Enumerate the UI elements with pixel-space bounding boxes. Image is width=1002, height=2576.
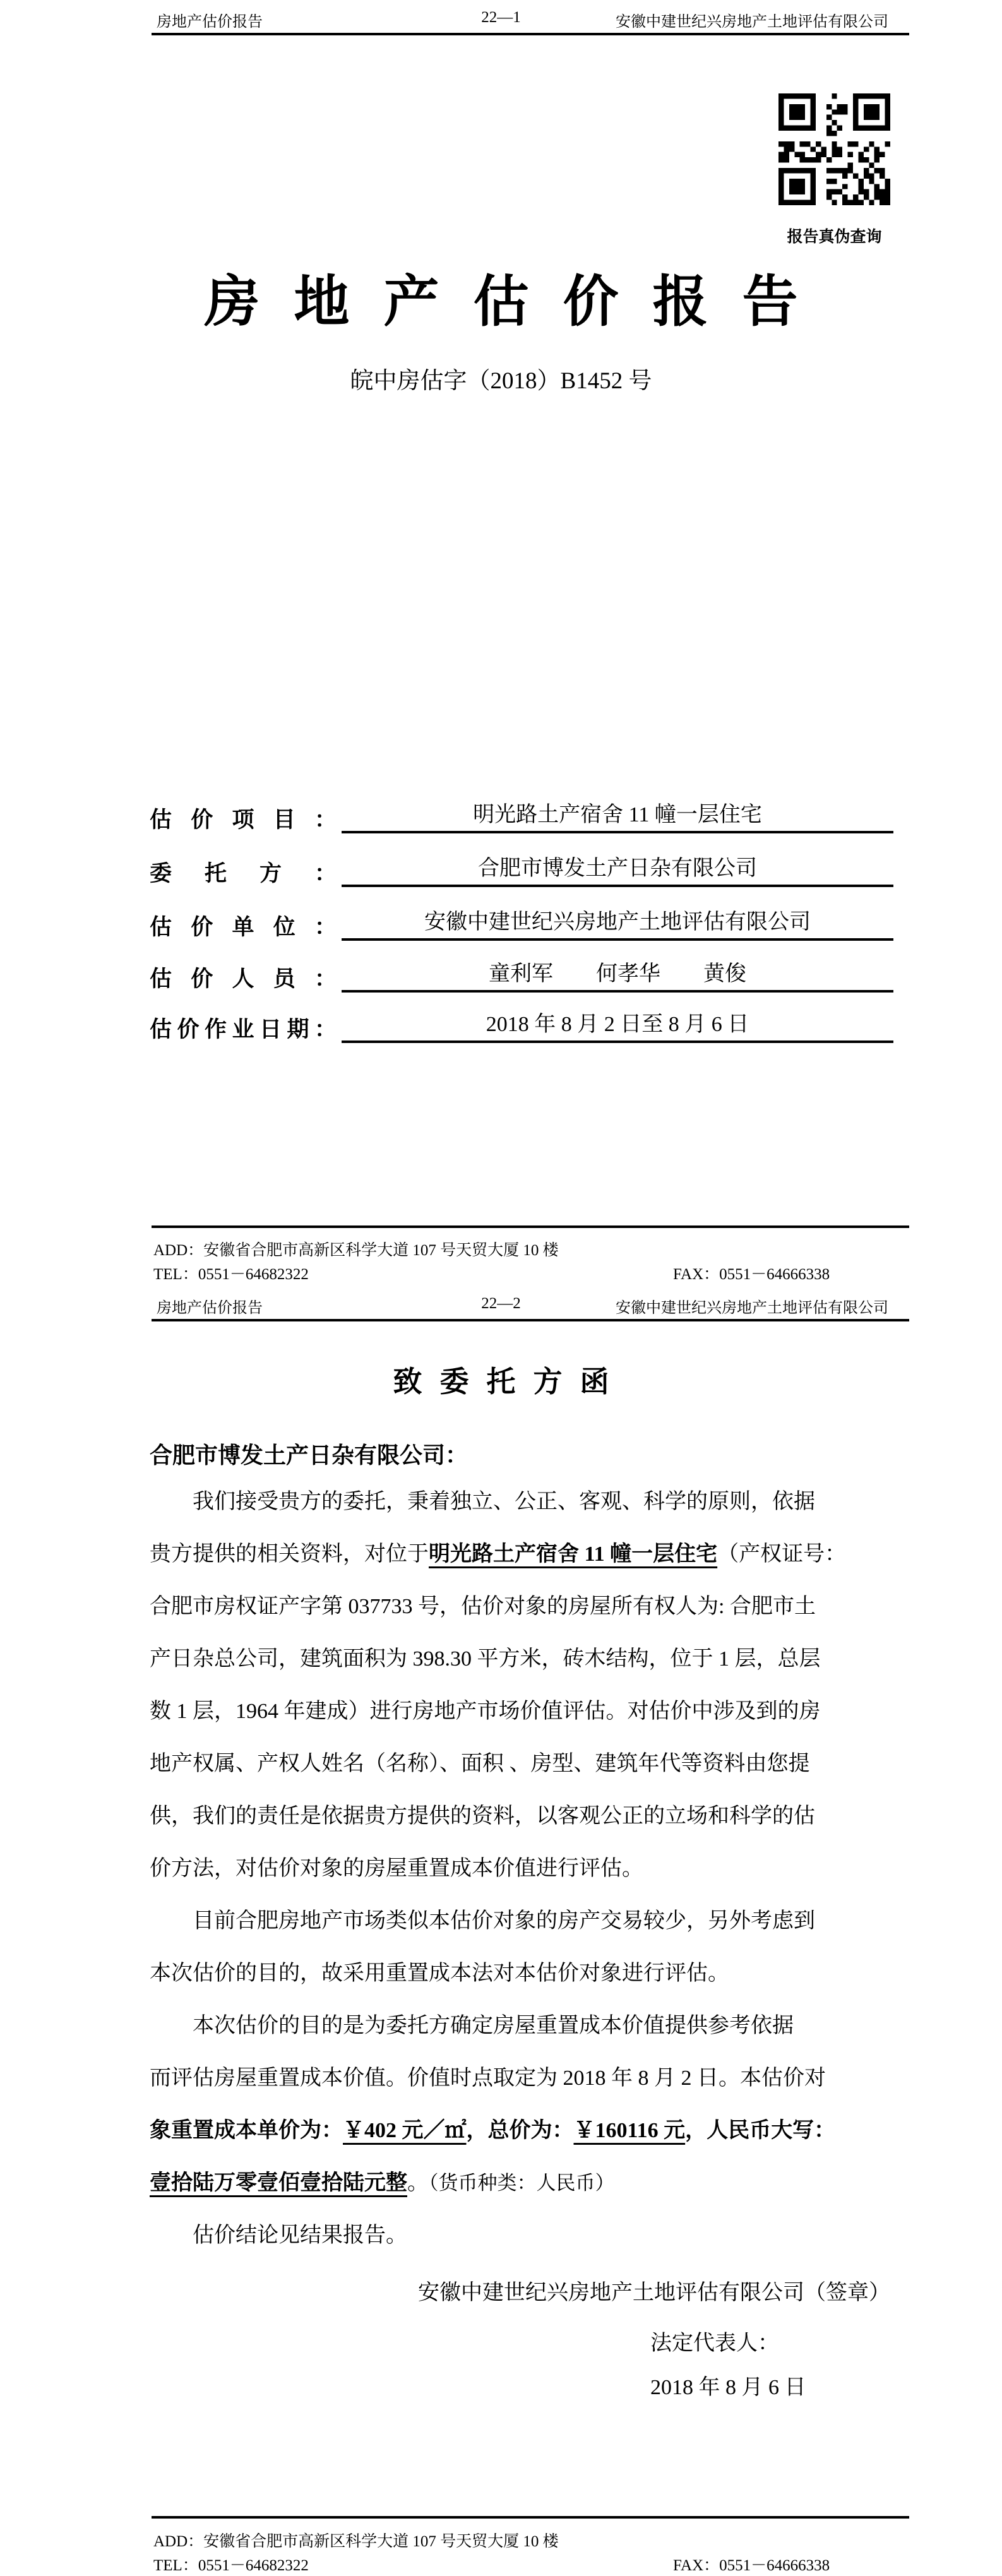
qr-caption: 报告真伪查询 bbox=[787, 229, 882, 246]
report-cover-page bbox=[0, 0, 1002, 1286]
footer-fax: FAX：0551－64666338 bbox=[673, 1266, 830, 1283]
letter-text: 贵方提供的相关资料，对位于 bbox=[150, 1542, 429, 1566]
letter-line bbox=[150, 2052, 898, 2104]
letter-text: 本次估价的目的，故采用重置成本法对本估价对象进行评估。 bbox=[150, 1962, 729, 1985]
letter-line bbox=[150, 1790, 898, 1842]
field-row-agency bbox=[150, 904, 893, 941]
header-doc-type: 房地产估价报告 bbox=[157, 1300, 263, 1316]
signature-company: 安徽中建世纪兴房地产土地评估有限公司（签章） bbox=[418, 2281, 890, 2305]
qr-code-image bbox=[778, 93, 890, 205]
letter-line bbox=[150, 1895, 898, 1947]
report-title: 房地产估价报告 bbox=[204, 272, 832, 333]
total-price-value: ￥160116 元 bbox=[573, 2119, 686, 2142]
letter-text: 而评估房屋重置成本价值。价值时点取定为 2018 年 8 月 2 日。本估价对 bbox=[150, 2066, 826, 2090]
letter-text: 合肥市房权证产字第 037733 号，估价对象的房屋所有权人为: 合肥市土 bbox=[150, 1595, 816, 1618]
qr-code bbox=[778, 93, 890, 205]
letter-line bbox=[150, 2104, 898, 2157]
footer-rule bbox=[152, 1225, 909, 1228]
footer-tel: TEL：0551－64682322 bbox=[153, 2557, 309, 2574]
letter-text: 数 1 层，1964 年建成）进行房地产市场价值评估。对估价中涉及到的房 bbox=[150, 1700, 821, 1723]
footer-rule bbox=[152, 2516, 909, 2519]
signature-legal-representative: 法定代表人： bbox=[650, 2332, 779, 2355]
footer-tel: TEL：0551－64682322 bbox=[153, 1266, 309, 1283]
field-label: 估价人员： bbox=[150, 967, 337, 991]
header-company-name: 安徽中建世纪兴房地产土地评估有限公司 bbox=[616, 14, 888, 30]
footer-fax: FAX：0551－64666338 bbox=[673, 2557, 830, 2574]
letter-salutation: 合肥市博发土产日杂有限公司： bbox=[150, 1443, 468, 1468]
field-row-work-date bbox=[150, 1006, 893, 1043]
letter-text: 价方法，对估价对象的房屋重置成本价值进行评估。 bbox=[150, 1857, 643, 1880]
field-label: 委托方： bbox=[150, 861, 337, 886]
signature-date: 2018 年 8 月 6 日 bbox=[650, 2376, 806, 2399]
letter-text: ，人民币大写： bbox=[685, 2119, 836, 2142]
letter-text: ，总价为： bbox=[466, 2119, 574, 2142]
letter-line bbox=[150, 2000, 898, 2052]
letter-line bbox=[150, 1528, 898, 1580]
letter-text: 象 bbox=[150, 2119, 171, 2142]
total-price-in-words: 壹拾陆万零壹佰壹拾陆元整 bbox=[150, 2171, 407, 2195]
letter-line bbox=[150, 1580, 898, 1633]
field-value: 安徽中建世纪兴房地产土地评估有限公司 bbox=[342, 909, 893, 941]
header-page-number: 22—2 bbox=[481, 1295, 521, 1312]
letter-text: 产日杂总公司，建筑面积为 398.30 平方米，砖木结构，位于 1 层，总层 bbox=[150, 1647, 821, 1671]
field-value: 明光路土产宿舍 11 幢一层住宅 bbox=[342, 801, 893, 833]
letter-line bbox=[150, 2157, 898, 2209]
letter-text: 目前合肥房地产市场类似本估价对象的房产交易较少，另外考虑到 bbox=[193, 1909, 815, 1933]
field-row-project bbox=[150, 797, 893, 833]
letter-line bbox=[150, 1633, 898, 1685]
field-label: 估价项目： bbox=[150, 808, 337, 832]
letter-text: 供，我们的责任是依据贵方提供的资料，以客观公正的立场和科学的估 bbox=[150, 1804, 815, 1828]
currency-type-note: （货币种类：人民币） bbox=[429, 2172, 615, 2194]
field-value: 合肥市博发土产日杂有限公司 bbox=[342, 855, 893, 887]
field-row-client bbox=[150, 850, 893, 887]
letter-text: 。 bbox=[407, 2171, 429, 2195]
footer-address: ADD：安徽省合肥市高新区科学大道 107 号天贸大厦 10 楼 bbox=[153, 1242, 559, 1259]
letter-text: 我们接受贵方的委托，秉着独立、公正、客观、科学的原则，依据 bbox=[193, 1490, 815, 1513]
footer-address: ADD：安徽省合肥市高新区科学大道 107 号天贸大厦 10 楼 bbox=[153, 2533, 559, 2550]
letter-text: 地产权属、产权人姓名（名称）、面积 、房型、建筑年代等资料由您提 bbox=[150, 1752, 810, 1775]
letter-title: 致委托方函 bbox=[393, 1366, 627, 1398]
letter-text: 本次估价的目的是为委托方确定房屋重置成本价值提供参考依据 bbox=[193, 2014, 794, 2037]
field-row-appraisers bbox=[150, 956, 893, 993]
letter-line bbox=[150, 2209, 898, 2262]
header-page-number: 22—1 bbox=[481, 9, 521, 26]
unit-price-value: ￥402 元／㎡ bbox=[343, 2119, 467, 2142]
letter-line bbox=[150, 1476, 898, 1528]
report-number: 皖中房估字（2018）B1452 号 bbox=[350, 368, 652, 394]
letter-text: 估价结论见结果报告。 bbox=[193, 2224, 407, 2247]
subject-property-emphasis: 明光路土产宿舍 11 幢一层住宅 bbox=[429, 1542, 718, 1566]
letter-line bbox=[150, 1685, 898, 1738]
field-label: 估价作业日期： bbox=[150, 1017, 337, 1042]
letter-text: 重置成本单价为： bbox=[171, 2119, 343, 2142]
header-company-name: 安徽中建世纪兴房地产土地评估有限公司 bbox=[616, 1300, 888, 1316]
field-value: 2018 年 8 月 2 日至 8 月 6 日 bbox=[342, 1011, 893, 1043]
letter-line bbox=[150, 1842, 898, 1895]
field-label: 估价单位： bbox=[150, 915, 337, 939]
letter-body bbox=[150, 1476, 898, 2262]
letter-text: （产权证号： bbox=[717, 1542, 847, 1566]
letter-line bbox=[150, 1947, 898, 2000]
letter-line bbox=[150, 1738, 898, 1790]
header-doc-type: 房地产估价报告 bbox=[157, 14, 263, 30]
field-value: 童利军 何孝华 黄俊 bbox=[342, 960, 893, 993]
letter-to-client-page bbox=[0, 1286, 1002, 2576]
header-rule bbox=[152, 1319, 909, 1321]
header-rule bbox=[152, 33, 909, 35]
